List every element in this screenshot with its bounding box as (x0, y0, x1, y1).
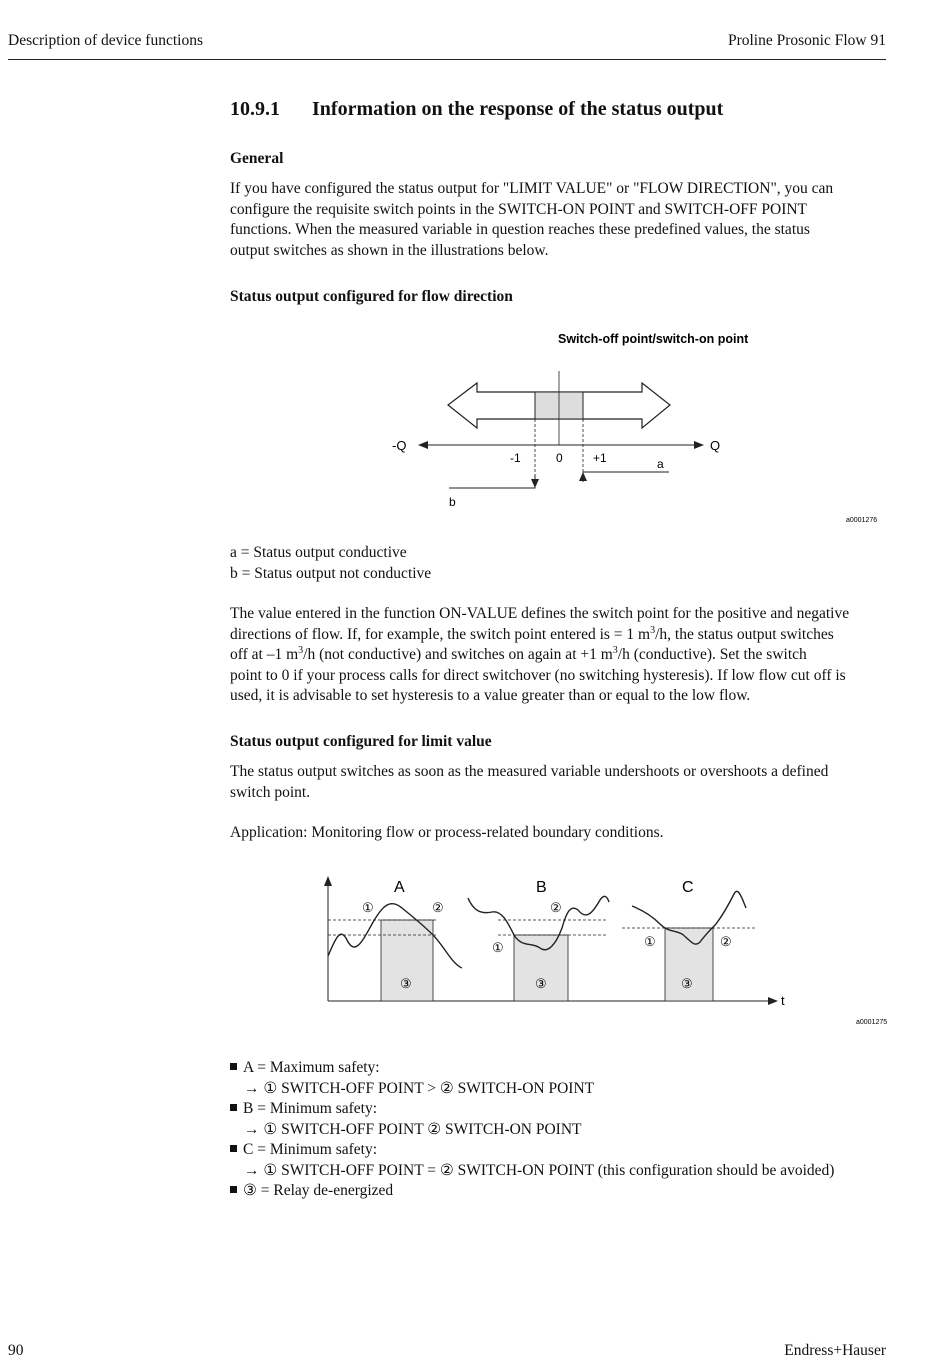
time-axis-label: t (781, 993, 785, 1008)
header-rule (8, 59, 886, 60)
panel-label-b: B (536, 879, 547, 896)
limit-line: switch point. (230, 783, 311, 801)
bullet-subline: → ① SWITCH-OFF POINT > ② SWITCH-ON POINT (244, 1079, 595, 1097)
pos-q-label: Q (710, 438, 721, 453)
general-line: If you have configured the status output for "LIMIT VALUE" or "FLOW DIRECTION", you can (230, 180, 834, 197)
bullet-square-icon (230, 1104, 237, 1111)
non-conductive-line-b (449, 475, 535, 488)
axis-arrow-left-icon (418, 441, 428, 449)
legend-a: a = Status output conductive (230, 544, 407, 561)
application-line: Application: Monitoring flow or process-related boundary conditions. (230, 824, 664, 841)
bullet-square-icon (230, 1186, 237, 1193)
flow-legend (230, 543, 890, 584)
marker-2-a: ② (432, 900, 444, 915)
footer-brand: Endress+Hauser (784, 1342, 886, 1359)
marker-2-b: ② (550, 900, 562, 915)
section-number: 10.9.1 (230, 98, 280, 120)
section-title (230, 98, 723, 121)
running-header-left: Description of device functions (8, 32, 203, 49)
bullet-square-icon (230, 1063, 237, 1070)
tick-plus-one: +1 (593, 451, 607, 465)
marker-1-b: ① (492, 940, 504, 955)
general-line: configure the requisite switch points in the SWITCH-ON POINT and SWITCH-OFF POINT (230, 200, 808, 218)
bullet-item: B = Minimum safety: (230, 1099, 834, 1120)
page-number: 90 (8, 1342, 24, 1359)
marker-3-c: ③ (681, 976, 693, 991)
bullet-square-icon (230, 1145, 237, 1152)
marker-3-a: ③ (400, 976, 412, 991)
marker-2-c: ② (720, 934, 732, 949)
tick-minus-one: -1 (510, 451, 521, 465)
marker-3-b: ③ (535, 976, 547, 991)
bullet-item: C = Minimum safety: (230, 1140, 834, 1161)
general-heading: General (230, 150, 284, 167)
limit-value-paragraph (230, 762, 890, 803)
marker-1-a: ① (362, 900, 374, 915)
section-title-text: Information on the response of the status output (312, 98, 724, 120)
figure-id-2: a0001275 (856, 1019, 888, 1026)
switch-off-arrow-icon (531, 479, 539, 488)
limit-value-heading: Status output configured for limit value (230, 733, 492, 750)
y-axis-arrow-icon (324, 876, 332, 886)
figure-title: Switch-off point/switch-on point (558, 332, 749, 346)
bullet-item: A = Maximum safety: (230, 1058, 834, 1079)
bullet-subline: → ① SWITCH-OFF POINT ② SWITCH-ON POINT (244, 1120, 582, 1138)
conductive-line-a (583, 472, 669, 482)
legend-b: b = Status output not conductive (230, 564, 432, 582)
figure-id: a0001276 (846, 517, 878, 524)
para-line: directions of flow. If, for example, the switch point entered is = 1 $m^3/h$, the status output switches (230, 624, 834, 643)
running-header-right: Proline Prosonic Flow 91 (727, 32, 886, 49)
bullet-subline: → ① SWITCH-OFF POINT = ② SWITCH-ON POINT (this configuration should be avoided) (244, 1161, 835, 1179)
neg-q-label: -Q (392, 438, 407, 453)
marker-1-c: ① (644, 934, 656, 949)
safety-bullet-list (230, 1058, 834, 1202)
tick-zero: 0 (556, 451, 563, 465)
general-line: output switches as shown in the illustrations below. (230, 241, 549, 259)
limit-line: The status output switches as soon as the measured variable undershoots or overshoots a defined (230, 763, 829, 780)
para-line: The value entered in the function ON-VALUE defines the switch point for the positive and negative (230, 605, 850, 622)
flow-direction-figure (380, 325, 890, 530)
panel-label-c: C (682, 879, 694, 896)
para-line: off at –1 $m^3/h$ (not conductive) and switches on again at +1 $m^3/h$ (conductive). Set the switch (230, 644, 807, 663)
general-line: functions. When the measured variable in question reaches these predefined values, the status (230, 221, 810, 238)
time-axis-arrow-icon (768, 997, 778, 1005)
flow-direction-paragraph (230, 604, 890, 707)
relay-de-energized-area-b (514, 935, 568, 1001)
para-line: point to 0 if your process calls for direct switchover (no switching hysteresis). If low flow cut off is (230, 666, 846, 684)
label-b: b (449, 495, 456, 509)
flow-direction-heading: Status output configured for flow direction (230, 288, 513, 305)
axis-arrow-right-icon (694, 441, 704, 449)
general-paragraph (230, 179, 890, 261)
label-a: a (657, 457, 664, 471)
limit-value-figure (310, 868, 890, 1033)
para-line: used, it is advisable to set hysteresis to a value greater than or equal to the low flow. (230, 687, 751, 704)
bullet-item: ③ = Relay de-energized (230, 1181, 834, 1202)
panel-label-a: A (394, 879, 405, 896)
switch-on-arrow-icon (579, 472, 587, 481)
